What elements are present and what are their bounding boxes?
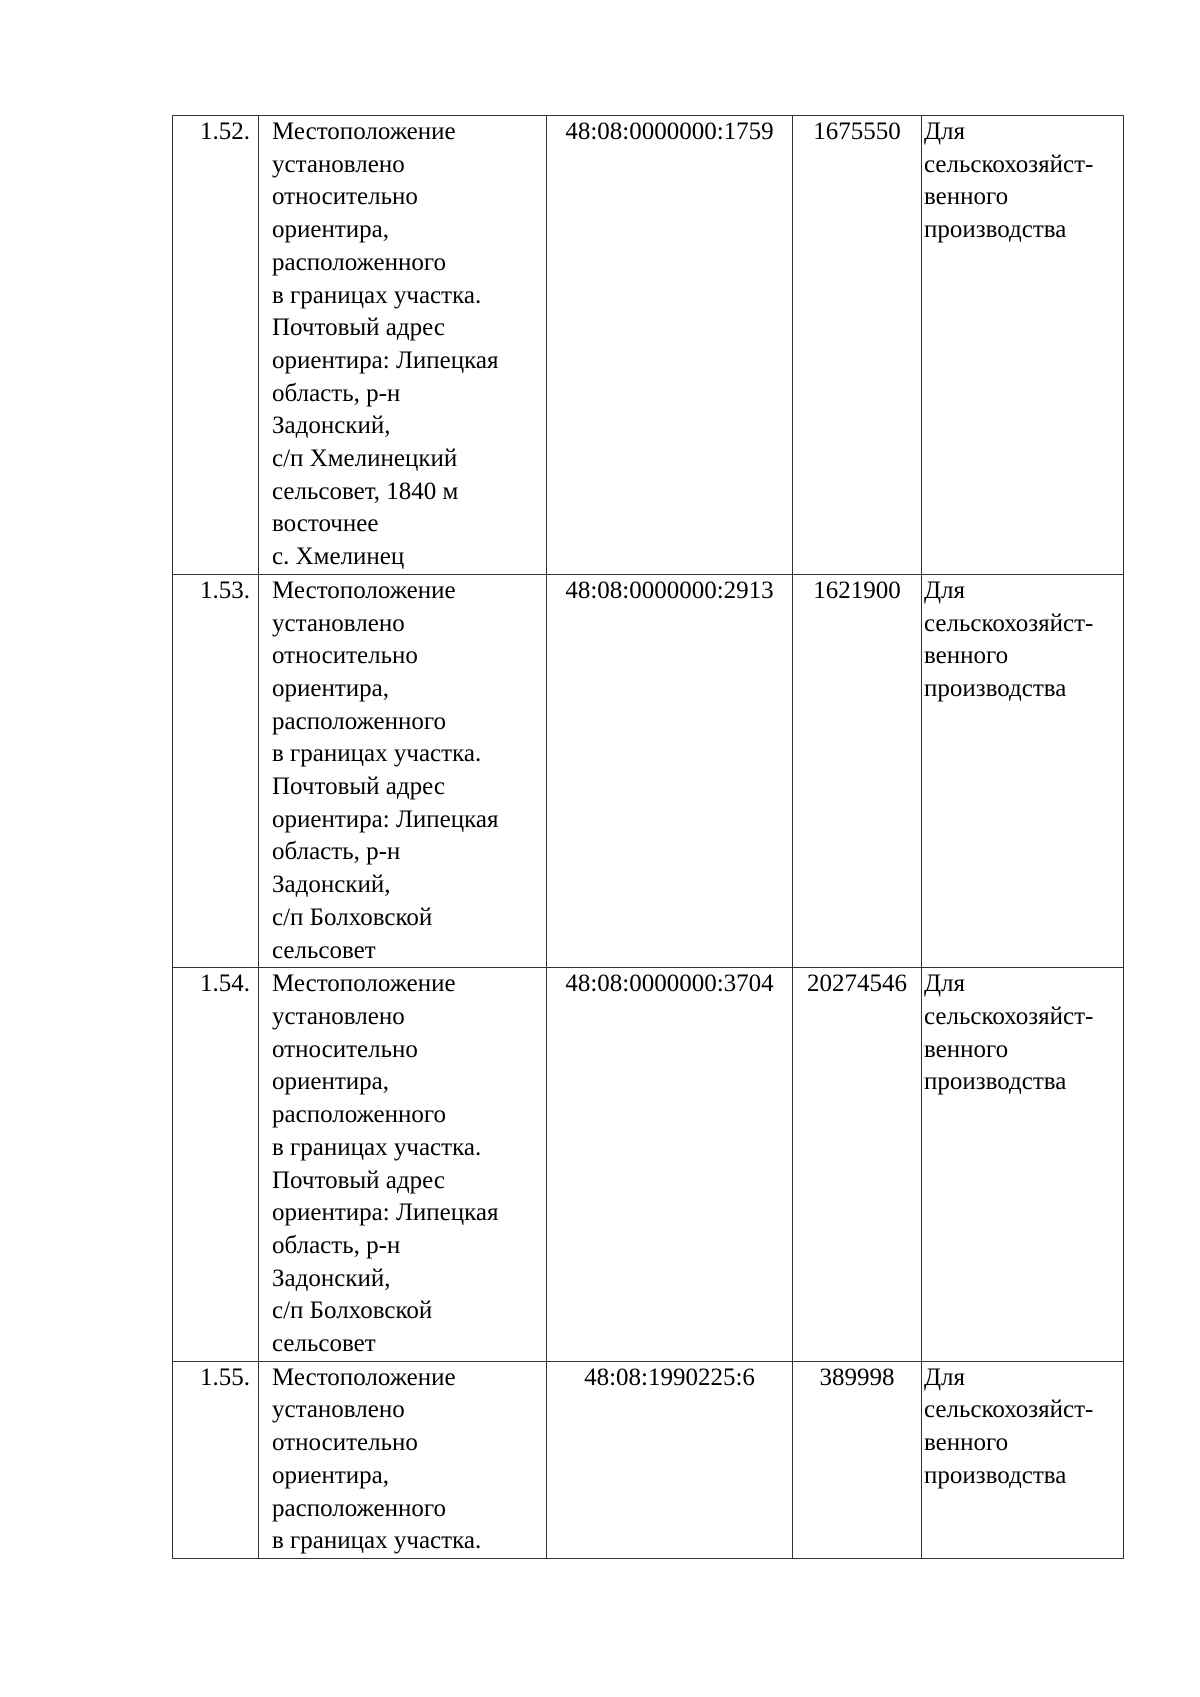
row-number: 1.55. — [200, 1363, 250, 1391]
location-line: восточнее — [272, 510, 379, 538]
table-row — [173, 1361, 1124, 1558]
location-line: сельсовет — [272, 936, 376, 964]
table-row — [173, 574, 1124, 967]
location-line: Почтовый адрес — [272, 314, 445, 342]
land-use-cell — [922, 116, 1124, 575]
land-use-line: Для — [924, 1363, 966, 1391]
location-line: Задонский, — [272, 1264, 391, 1292]
location-line: Местоположение — [272, 1363, 456, 1391]
location-line: относительно — [272, 1035, 418, 1063]
cadastral-number-cell — [547, 1361, 793, 1558]
land-use-line: производства — [924, 1068, 1067, 1096]
location-line: Почтовый адрес — [272, 1166, 445, 1194]
cadastral-number-cell — [547, 574, 793, 967]
row-number: 1.54. — [200, 970, 250, 998]
location-line: сельсовет, 1840 м — [272, 477, 459, 505]
area-value: 20274546 — [807, 970, 907, 998]
location-line: в границах участка. — [272, 1133, 482, 1161]
land-use-line: Для — [924, 118, 966, 145]
land-use-cell — [922, 574, 1124, 967]
location-line: с. Хмелинец — [272, 543, 405, 571]
area-cell — [793, 574, 922, 967]
location-line: ориентира: Липецкая — [272, 805, 499, 833]
area-cell — [793, 968, 922, 1361]
row-number-cell — [173, 1361, 259, 1558]
location-cell — [259, 116, 547, 575]
location-line: установлено — [272, 1002, 405, 1030]
location-cell — [259, 574, 547, 967]
location-line: Почтовый адрес — [272, 773, 445, 801]
area-value: 389998 — [819, 1363, 895, 1391]
land-use-line: Для — [924, 576, 966, 604]
land-use-line: Для — [924, 970, 966, 998]
cadastral-number-cell — [547, 116, 793, 575]
land-use-cell — [922, 968, 1124, 1361]
location-line: ориентира, — [272, 216, 390, 244]
land-use-line: венного — [924, 1429, 1009, 1457]
location-line: Местоположение — [272, 970, 456, 998]
location-line: расположенного — [272, 1494, 447, 1522]
location-line: сельсовет — [272, 1330, 376, 1358]
location-line: расположенного — [272, 707, 447, 735]
land-use-line: венного — [924, 183, 1009, 211]
location-cell — [259, 1361, 547, 1558]
location-line: область, р-н — [272, 1231, 401, 1259]
row-number-cell — [173, 116, 259, 575]
location-line: область, р-н — [272, 379, 401, 407]
location-line: Местоположение — [272, 118, 456, 145]
land-use-line: венного — [924, 1035, 1009, 1063]
cadastral-number: 48:08:0000000:3704 — [565, 970, 774, 998]
location-line: ориентира, — [272, 1068, 390, 1096]
area-cell — [793, 116, 922, 575]
location-line: область, р-н — [272, 838, 401, 866]
location-line: относительно — [272, 1429, 418, 1457]
row-number-cell — [173, 574, 259, 967]
cadastral-number: 48:08:0000000:2913 — [565, 576, 774, 604]
location-line: с/п Хмелинецкий — [272, 445, 458, 473]
location-line: установлено — [272, 1396, 405, 1424]
table-row — [173, 116, 1124, 575]
location-line: расположенного — [272, 1101, 447, 1129]
location-line: относительно — [272, 183, 418, 211]
location-line: Местоположение — [272, 576, 456, 604]
area-cell — [793, 1361, 922, 1558]
location-line: ориентира: Липецкая — [272, 346, 499, 374]
land-use-cell — [922, 1361, 1124, 1558]
land-use-line: производства — [924, 674, 1067, 702]
land-use-line: сельскохозяйст- — [924, 1396, 1094, 1424]
land-use-line: сельскохозяйст- — [924, 1002, 1094, 1030]
land-use-line: производства — [924, 1461, 1067, 1489]
row-number-cell — [173, 968, 259, 1361]
location-line: расположенного — [272, 248, 447, 276]
area-value: 1621900 — [813, 576, 901, 604]
location-line: относительно — [272, 642, 418, 670]
location-line: ориентира: Липецкая — [272, 1199, 499, 1227]
land-use-line: производства — [924, 216, 1067, 244]
location-line: Задонский, — [272, 871, 391, 899]
row-number: 1.53. — [200, 576, 250, 604]
location-line: в границах участка. — [272, 281, 482, 309]
cadastral-number: 48:08:0000000:1759 — [565, 118, 774, 145]
cadastral-number-cell — [547, 968, 793, 1361]
location-line: с/п Болховской — [272, 1297, 433, 1325]
land-use-line: венного — [924, 642, 1009, 670]
location-cell — [259, 968, 547, 1361]
location-line: в границах участка. — [272, 740, 482, 768]
location-line: с/п Болховской — [272, 903, 433, 931]
location-line: Задонский, — [272, 412, 391, 440]
table-row — [173, 968, 1124, 1361]
land-use-line: сельскохозяйст- — [924, 609, 1094, 637]
row-number: 1.52. — [200, 118, 250, 145]
location-line: в границах участка. — [272, 1527, 482, 1555]
location-line: ориентира, — [272, 674, 390, 702]
location-line: установлено — [272, 609, 405, 637]
cadastral-number: 48:08:1990225:6 — [584, 1363, 755, 1391]
location-line: ориентира, — [272, 1461, 390, 1489]
land-use-line: сельскохозяйст- — [924, 150, 1094, 178]
land-plots-table — [172, 115, 1124, 1559]
location-line: установлено — [272, 150, 405, 178]
area-value: 1675550 — [813, 118, 901, 145]
